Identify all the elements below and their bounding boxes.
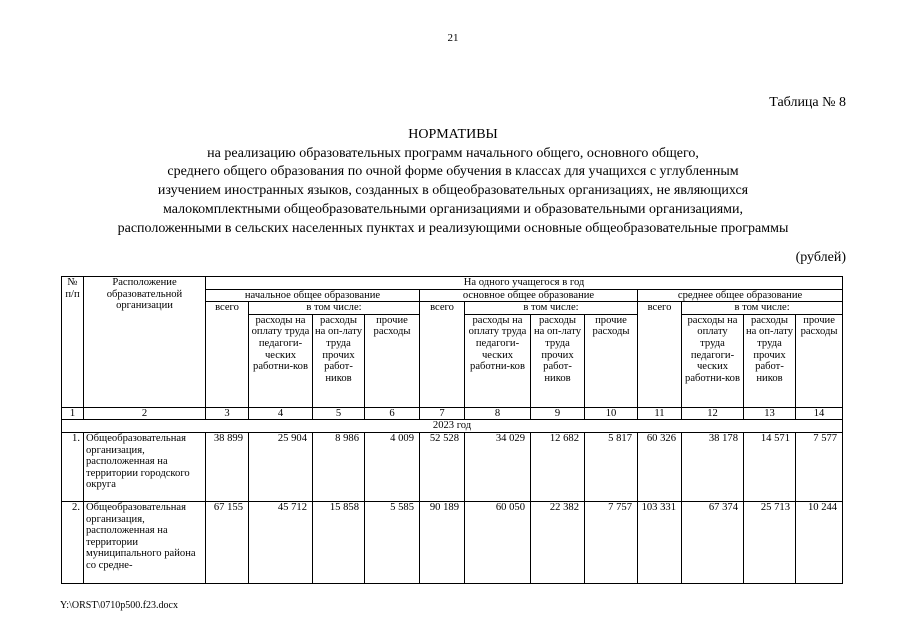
subtitle-line: на реализацию образовательных программ начального общего, основного общего, (207, 145, 699, 161)
row-number: 1. (62, 432, 84, 501)
column-number: 13 (744, 407, 796, 420)
header-teacher-wages: расходы на оплату труда педагоги-ческих работни-ков (249, 314, 313, 407)
header-num: № п/п (62, 277, 84, 408)
header-including: в том числе: (249, 302, 420, 315)
header-other-expenses: прочие расходы (585, 314, 638, 407)
table-label: Таблица № 8 (769, 95, 846, 110)
row-value: 103 331 (638, 501, 682, 583)
row-number: 2. (62, 501, 84, 583)
row-value: 22 382 (531, 501, 585, 583)
norms-table (61, 276, 843, 584)
header-location: Расположение образовательной организации (84, 277, 206, 408)
subtitle-line: малокомплектными общеобразовательными организациями и образовательными организациями, (162, 201, 743, 217)
column-number: 12 (682, 407, 744, 420)
header-level-primary: начальное общее образование (206, 289, 420, 302)
header-teacher-wages: расходы на оплату труда педагоги-ческих работни-ков (465, 314, 531, 407)
units-label: (рублей) (795, 250, 846, 265)
row-value: 4 009 (365, 432, 420, 501)
column-number: 8 (465, 407, 531, 420)
header-level-basic: основное общее образование (420, 289, 638, 302)
row-value: 90 189 (420, 501, 465, 583)
column-number: 14 (796, 407, 843, 420)
row-value: 15 858 (313, 501, 365, 583)
row-value: 60 050 (465, 501, 531, 583)
row-value: 38 178 (682, 432, 744, 501)
row-value: 10 244 (796, 501, 843, 583)
column-number-row (62, 407, 843, 420)
table-row (62, 501, 843, 583)
year-label: 2023 год (62, 420, 843, 433)
header-other-expenses: прочие расходы (796, 314, 843, 407)
subtitle-line: среднего общего образования по очной форме обучения в классах для учащихся с углубленным (167, 164, 739, 180)
row-value: 12 682 (531, 432, 585, 501)
row-value: 8 986 (313, 432, 365, 501)
header-level-secondary: среднее общее образование (638, 289, 843, 302)
header-other-wages: расходы на оп-лату труда прочих работ-ников (744, 314, 796, 407)
row-value: 67 155 (206, 501, 249, 583)
header-total: всего (638, 302, 682, 408)
header-other-wages: расходы на оп-лату труда прочих работ-ников (531, 314, 585, 407)
header-teacher-wages: расходы на оплату труда педагоги-ческих работни-ков (682, 314, 744, 407)
row-value: 45 712 (249, 501, 313, 583)
column-number: 7 (420, 407, 465, 420)
year-row (62, 420, 843, 433)
subtitle-line: изучением иностранных языков, созданных в общеобразовательных организациях, не являющихся (157, 183, 749, 199)
title-block (60, 126, 846, 238)
row-value: 7 577 (796, 432, 843, 501)
column-number: 11 (638, 407, 682, 420)
column-number: 9 (531, 407, 585, 420)
row-value: 52 528 (420, 432, 465, 501)
row-value: 14 571 (744, 432, 796, 501)
header-total: всего (206, 302, 249, 408)
header-including: в том числе: (465, 302, 638, 315)
row-value: 5 817 (585, 432, 638, 501)
subtitle-line: расположенными в сельских населенных пунктах и реализующими основные общеобразовательные программы (117, 220, 789, 236)
column-number: 1 (62, 407, 84, 420)
column-number: 2 (84, 407, 206, 420)
header-row (62, 277, 843, 290)
row-value: 60 326 (638, 432, 682, 501)
page-number: 21 (447, 32, 459, 44)
row-location: Общеобразовательная организация, расположенная на территории городского округа (84, 432, 206, 501)
column-number: 4 (249, 407, 313, 420)
header-other-expenses: прочие расходы (365, 314, 420, 407)
header-per-student: На одного учащегося в год (206, 277, 843, 290)
row-value: 5 585 (365, 501, 420, 583)
column-number: 10 (585, 407, 638, 420)
column-number: 6 (365, 407, 420, 420)
row-value: 25 904 (249, 432, 313, 501)
footer-file-path: Y:\ORST\0710p500.f23.docx (60, 600, 178, 611)
row-value: 7 757 (585, 501, 638, 583)
column-number: 5 (313, 407, 365, 420)
table-row (62, 432, 843, 501)
row-value: 34 029 (465, 432, 531, 501)
row-value: 25 713 (744, 501, 796, 583)
header-total: всего (420, 302, 465, 408)
column-number: 3 (206, 407, 249, 420)
document-title: НОРМАТИВЫ (408, 127, 498, 142)
row-value: 67 374 (682, 501, 744, 583)
header-including: в том числе: (682, 302, 843, 315)
header-other-wages: расходы на оп-лату труда прочих работ-ников (313, 314, 365, 407)
row-value: 38 899 (206, 432, 249, 501)
row-location: Общеобразовательная организация, расположенная на территории муниципального района со средне- (84, 501, 206, 583)
